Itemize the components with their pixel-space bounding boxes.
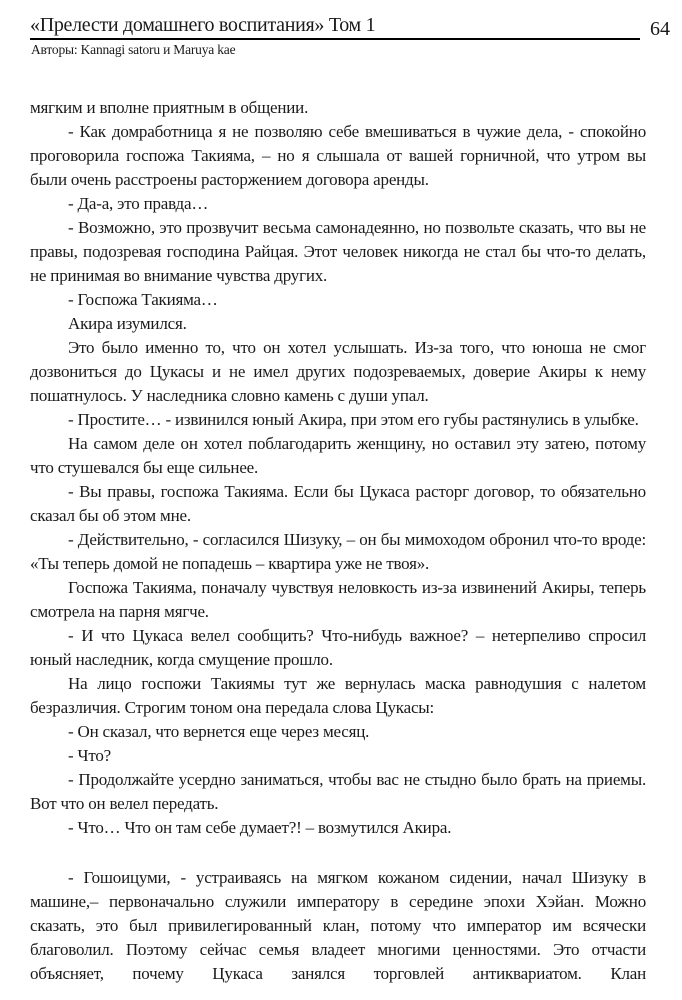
paragraph: На самом деле он хотел поблагодарить женщину, но оставил эту затею, потому что стушевался бы еще сильнее. xyxy=(30,434,646,477)
paragraph: - Вы правы, госпожа Такияма. Если бы Цукаса расторг договор, то обязательно сказал бы об этом мне. xyxy=(30,482,646,525)
paragraph: Госпожа Такияма, поначалу чувствуя неловкость из-за извинений Акиры, теперь смотрела на парня мягче. xyxy=(30,578,646,621)
paragraph: - Действительно, - согласился Шизуку, – он бы мимоходом обронил что-то вроде: «Ты теперь домой не попадешь – квартира уже не твоя». xyxy=(30,530,646,573)
paragraph: - Госпожа Такияма… xyxy=(68,290,218,309)
paragraph: - И что Цукаса велел сообщить? Что-нибудь важное? – нетерпеливо спросил юный наследник, когда смущение прошло. xyxy=(30,626,646,669)
authors-line: Авторы: Kannagi satoru и Maruya kae xyxy=(31,42,236,57)
paragraph: - Что… Что он там себе думает?! – возмутился Акира. xyxy=(68,818,452,837)
paragraph: - Гошоицуми, - устраиваясь на мягком кожаном сидении, начал Шизуку в машине,– первоначально служили императору в середине эпохи Хэйан. Можно сказать, это был привилегированный клан, потому что император им всячески благоволил. Поэтому сейчас семья владеет многими ценностями. Это отчасти объясняет, почему Цукаса занялся торговлей антиквариатом. Клан xyxy=(30,868,646,983)
paragraph: - Возможно, это прозвучит весьма самонадеянно, но позвольте сказать, что вы не правы, подозревая господина Райцая. Этот человек никогда не стал бы что-то делать, не принимая во внимание чувства других. xyxy=(30,218,646,285)
paragraph: - Что? xyxy=(68,746,112,765)
header-row xyxy=(30,14,670,40)
paragraph: - Продолжайте усердно заниматься, чтобы вас не стыдно было брать на приемы. Вот что он велел передать. xyxy=(30,770,646,813)
paragraph: - Как домработница я не позволяю себе вмешиваться в чужие дела, - спокойно проговорила госпожа Такияма, – но я слышала от вашей горничной, что утром вы были очень расстроены расторжением договора аренды. xyxy=(30,122,646,189)
paragraph: Акира изумился. xyxy=(68,314,187,333)
page-number: 64 xyxy=(650,18,670,40)
paragraph: - Да-а, это правда… xyxy=(68,194,209,213)
page-header xyxy=(0,0,682,58)
paragraph: На лицо госпожи Такиямы тут же вернулась маска равнодушия с налетом безразличия. Строгим тоном она передала слова Цукасы: xyxy=(30,674,646,717)
paragraph: мягким и вполне приятным в общении. xyxy=(30,98,309,117)
paragraph: - Он сказал, что вернется еще через месяц. xyxy=(68,722,370,741)
page-body xyxy=(0,58,682,986)
paragraph: Это было именно то, что он хотел услышать. Из-за того, что юноша не смог дозвониться до Цукасы и не имел других подозреваемых, доверие Акиры к нему пошатнулось. У наследника словно камень с души упал. xyxy=(30,338,646,405)
book-title: «Прелести домашнего воспитания» Том 1 xyxy=(30,14,376,36)
header-rule xyxy=(30,14,640,40)
paragraph: - Простите… - извинился юный Акира, при этом его губы растянулись в улыбке. xyxy=(68,410,639,429)
